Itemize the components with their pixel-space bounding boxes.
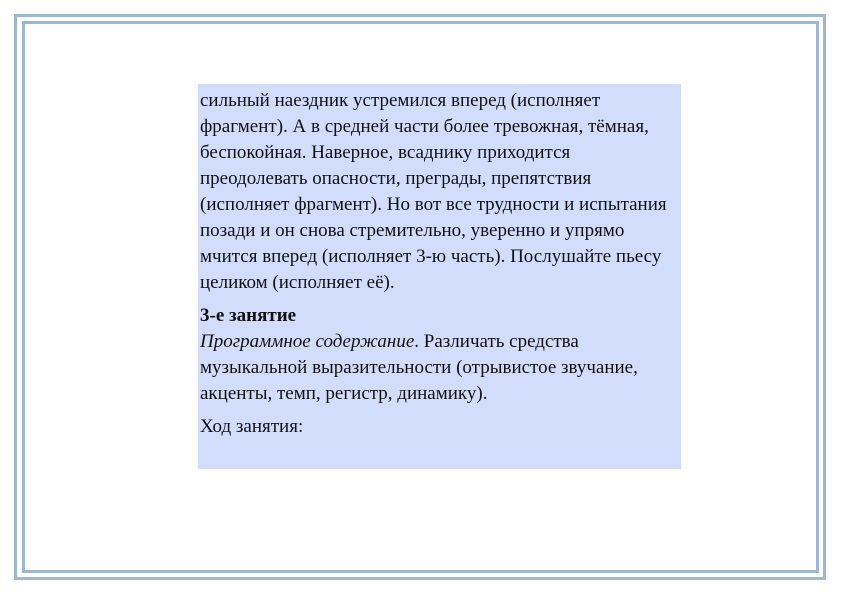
program-content-label: Программное содержание — [200, 331, 415, 352]
story-paragraph: сильный наездник устремился вперед (исполняет фрагмент). А в средней части более тревожная, тёмная, беспокойная. Наверное, всаднику приходится преодолевать опасности, преграды, препятствия (исполняет фрагмент). Но вот все трудности и испытания позади и он снова стремительно, уверенно и упрямо мчится вперед (исполняет 3-ю часть). Послушайте пьесу целиком (исполняет её). — [200, 90, 667, 293]
lesson-course-label: Ход занятия: — [200, 416, 304, 437]
highlighted-text-block — [198, 84, 681, 469]
lesson-heading: 3-е занятие — [200, 305, 297, 326]
program-content-paragraph — [200, 329, 679, 407]
program-content-text: . Различать средства музыкальной выразительности (отрывистое звучание, акценты, темп, регистр, динамику). — [200, 331, 638, 404]
